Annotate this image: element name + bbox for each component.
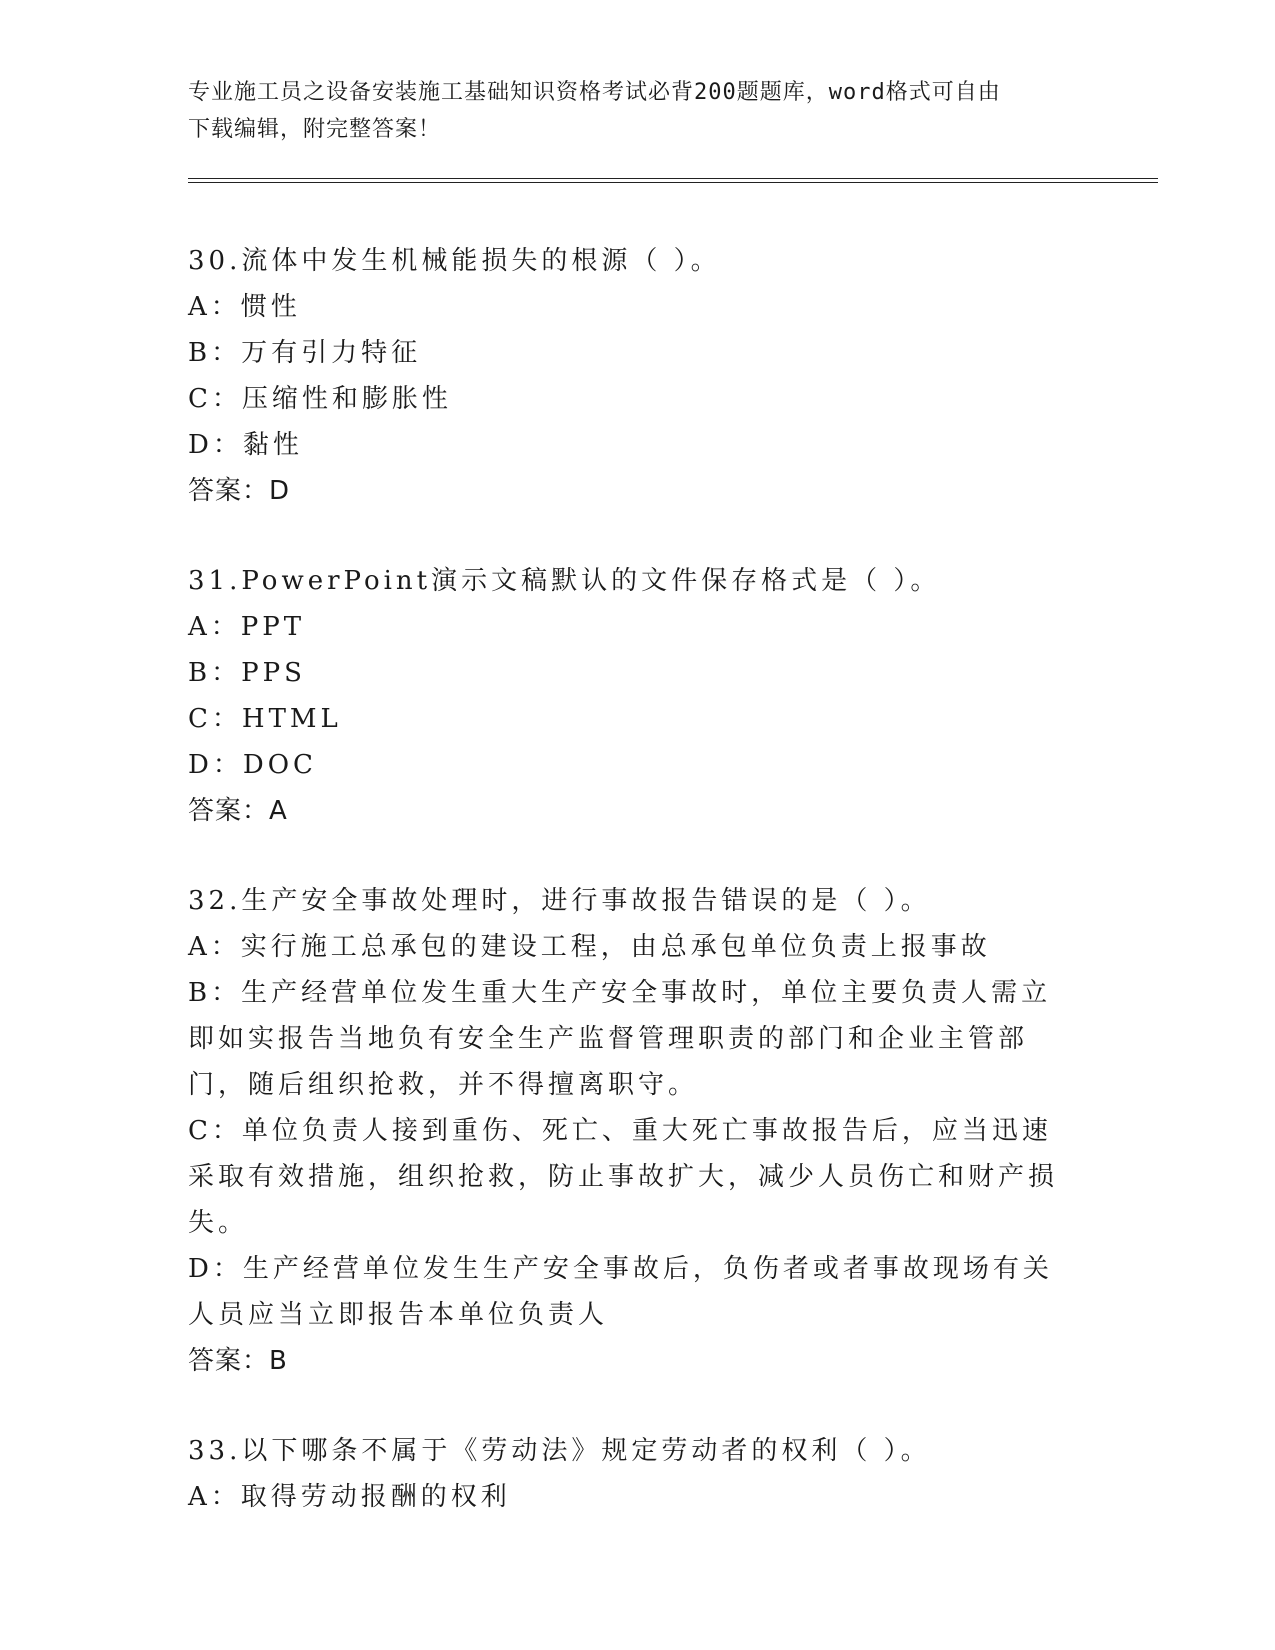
option-a: A：实行施工总承包的建设工程，由总承包单位负责上报事故 <box>188 932 991 962</box>
question-33 <box>188 1428 1068 1520</box>
question-stem: 33.以下哪条不属于《劳动法》规定劳动者的权利（ ）。 <box>188 1436 931 1466</box>
document-header <box>188 74 1088 148</box>
option-c: C：单位负责人接到重伤、死亡、重大死亡事故报告后，应当迅速采取有效措施，组织抢救，防止事故扩大，减少人员伤亡和财产损失。 <box>188 1116 1059 1238</box>
answer-line: 答案：A <box>188 796 288 826</box>
question-stem: 32.生产安全事故处理时，进行事故报告错误的是（ ）。 <box>188 886 931 916</box>
option-a: A：惯性 <box>188 292 301 322</box>
header-title-line-1: 专业施工员之设备安装施工基础知识资格考试必背200题题库，word格式可自由 <box>188 80 1001 105</box>
option-b: B：生产经营单位发生重大生产安全事故时，单位主要负责人需立即如实报告当地负有安全生产监督管理职责的部门和企业主管部门，随后组织抢救，并不得擅离职守。 <box>188 978 1052 1100</box>
question-30 <box>188 238 1068 514</box>
question-stem: 30.流体中发生机械能损失的根源（ ）。 <box>188 246 721 276</box>
option-b: B：PPS <box>188 658 306 688</box>
question-32 <box>188 878 1068 1384</box>
question-list <box>188 238 1068 1520</box>
option-d: D：黏性 <box>188 430 303 460</box>
header-title-line-2: 下载编辑，附完整答案！ <box>188 117 442 142</box>
question-31 <box>188 558 1068 834</box>
option-c: C：压缩性和膨胀性 <box>188 384 452 414</box>
option-b: B：万有引力特征 <box>188 338 422 368</box>
option-a: A：PPT <box>188 612 306 642</box>
answer-line: 答案：D <box>188 476 291 506</box>
header-divider <box>188 178 1158 183</box>
option-d: D：生产经营单位发生生产安全事故后，负伤者或者事故现场有关人员应当立即报告本单位负责人 <box>188 1254 1053 1330</box>
option-c: C：HTML <box>188 704 342 734</box>
option-a: A：取得劳动报酬的权利 <box>188 1482 511 1512</box>
answer-line: 答案：B <box>188 1346 288 1376</box>
question-stem: 31.PowerPoint演示文稿默认的文件保存格式是（ ）。 <box>188 566 941 596</box>
option-d: D：DOC <box>188 750 317 780</box>
